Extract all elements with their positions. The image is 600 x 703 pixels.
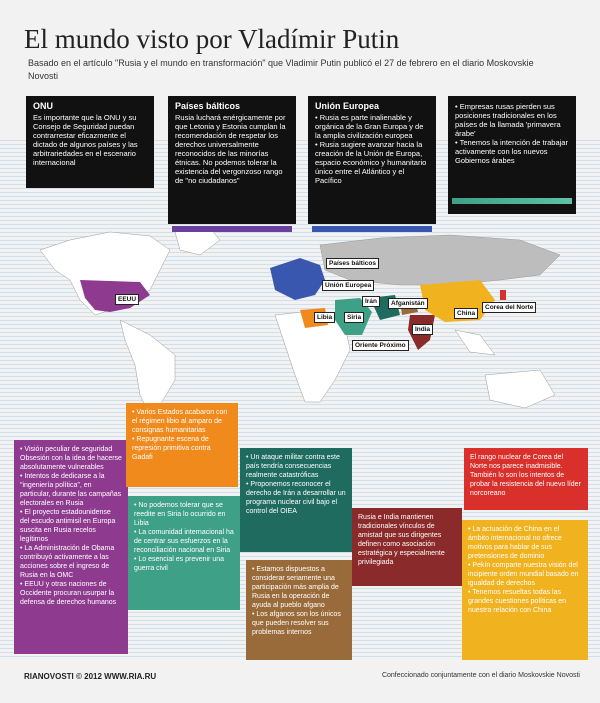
usa-item: • EEUU y otras naciones de Occidente procuran usurpar la defensa de derechos humanos bbox=[20, 581, 117, 606]
korea-box bbox=[464, 448, 588, 510]
eu-item: • Rusia sugiere avanzar hacia la creación de la Unión de Europa, espacio económico y humanitario único entre el Atlántico y el Pacífico bbox=[315, 140, 427, 185]
china-item: • La actuación de China en el ámbito internacional no ofrece motivos para hablar de sus pretensiones de dominio bbox=[468, 526, 562, 560]
label-iran: Irán bbox=[362, 296, 380, 307]
arab-accent-bar bbox=[452, 198, 572, 204]
eu-item: • Rusia es parte inalienable y orgánica de la Gran Europa y de la amplia civilización europea bbox=[315, 113, 424, 140]
usa-item: • Visión peculiar de seguridad Obsesión con la idea de hacerse absolutamente vulnerables bbox=[20, 446, 122, 471]
afghanistan-item: • Los afganos son los únicos que pueden resolver sus problemas internos bbox=[252, 611, 341, 636]
label-india: India bbox=[412, 324, 433, 335]
label-afghanistan: Afganistán bbox=[388, 298, 428, 309]
eu-accent-bar bbox=[312, 226, 432, 232]
china-box bbox=[462, 520, 588, 660]
label-eu: Unión Europea bbox=[322, 280, 374, 291]
baltic-accent-bar bbox=[172, 226, 292, 232]
baltic-title: Países bálticos bbox=[175, 101, 241, 111]
baltic-box bbox=[168, 96, 296, 224]
syria-item: • La comunidad internacional ha de centrar sus esfuerzos en la reconciliación nacional en Siria bbox=[134, 529, 234, 554]
usa-item: • La Administración de Obama contribuyó activamente a las acciones sobre el ingreso de Rusia en la OMC bbox=[20, 545, 115, 579]
libya-item: • Varios Estados acabaron con el régimen libio al amparo de consignas humanitarias bbox=[132, 409, 228, 434]
footer-logo: RIANOVOSTI © 2012 WWW.RIA.RU bbox=[24, 672, 157, 681]
korea-item: El rango nuclear de Corea del Norte nos parece inadmisible. También lo son los intentos de probar la resistencia del nuevo líder norcoreano bbox=[470, 454, 581, 497]
label-syria: Siria bbox=[344, 312, 364, 323]
usa-item: • Intentos de dedicarse a la "ingeniería política", en particular, durante las campañas electorales en Rusia bbox=[20, 473, 122, 507]
china-item: • Pekín comparte nuestra visión del incipiente orden mundial basado en igualdad de derechos bbox=[468, 562, 579, 587]
iran-box bbox=[240, 448, 352, 552]
eu-box bbox=[308, 96, 436, 224]
arab-box bbox=[448, 96, 576, 214]
india-item: Rusia e India mantienen tradicionales vínculos de amistad que sus dirigentes definen como asociación estratégica y especialmente privilegiada bbox=[358, 514, 445, 566]
un-text: Es importante que la ONU y su Consejo de Seguridad puedan contrarrestar eficazmente el dictado de algunos países y las arbitrariedades en el escenario internacional bbox=[33, 113, 138, 167]
arab-item: • Tenemos la intención de trabajar activamente con los nuevos Gobiernos árabes bbox=[455, 138, 568, 165]
afghanistan-item: • Estamos dispuestos a considerar seriamente una participación más amplia de Rusia en la operación de ayuda al pueblo afgano bbox=[252, 566, 339, 609]
southeast-asia bbox=[455, 330, 495, 355]
iran-item: • Un ataque militar contra este país tendría consecuencias realmente catastróficas bbox=[246, 454, 340, 479]
iran-item: • Proponemos reconocer el derecho de Irán a desarrollar un programa nuclear civil bajo el control del OIEA bbox=[246, 481, 346, 515]
label-libya: Libia bbox=[314, 312, 335, 323]
un-box bbox=[26, 96, 154, 188]
afghanistan-box bbox=[246, 560, 352, 660]
eu-region bbox=[270, 258, 325, 300]
libya-box bbox=[126, 403, 238, 487]
baltic-text: Rusia luchará enérgicamente por que Letonia y Estonia cumplan la recomendación de respetar los derechos universalmente reconocidos de las minorías étnicas. No podemos tolerar la existencia del vergonzoso rango de "no ciudadanos" bbox=[175, 113, 286, 185]
label-middle-east: Oriente Próximo bbox=[352, 340, 409, 351]
china-item: • Tenemos resueltas todas las grandes cuestiones políticas en nuestra relación con China bbox=[468, 589, 567, 614]
page-subtitle: Basado en el artículo "Rusia y el mundo en transformación" que Vladimir Putin publicó el 27 de febrero en el diario Moskovskie Novosti bbox=[28, 58, 534, 81]
australia bbox=[485, 370, 555, 408]
page-title: El mundo visto por Vladímir Putin bbox=[24, 24, 400, 54]
south-america bbox=[120, 320, 175, 415]
label-china: China bbox=[454, 308, 478, 319]
label-baltic: Países bálticos bbox=[326, 258, 379, 269]
india-box bbox=[352, 508, 462, 586]
label-usa: EEUU bbox=[115, 294, 139, 305]
syria-box bbox=[128, 496, 240, 610]
korea-region bbox=[500, 290, 506, 300]
syria-item: • No podemos tolerar que se reedite en Siria lo ocurrido en Libia bbox=[134, 502, 226, 527]
usa-item: • El proyecto estadounidense del escudo antimisil en Europa suscita en Rusia recelos legítimos bbox=[20, 509, 116, 543]
eu-title: Unión Europea bbox=[315, 101, 380, 111]
libya-item: • Repugnante escena de represión primitiva contra Gadafi bbox=[132, 436, 211, 461]
usa-box bbox=[14, 440, 128, 654]
footer-credit: Confeccionado conjuntamente con el diario Moskovskie Novosti bbox=[381, 672, 580, 679]
label-korea: Corea del Norte bbox=[482, 302, 536, 313]
un-title: ONU bbox=[33, 101, 53, 111]
greenland bbox=[175, 228, 220, 255]
arab-item: • Empresas rusas pierden sus posiciones tradicionales en los países de la llamada 'primavera árabe' bbox=[455, 102, 561, 138]
syria-item: • Lo esencial es prevenir una guerra civil bbox=[134, 556, 225, 572]
